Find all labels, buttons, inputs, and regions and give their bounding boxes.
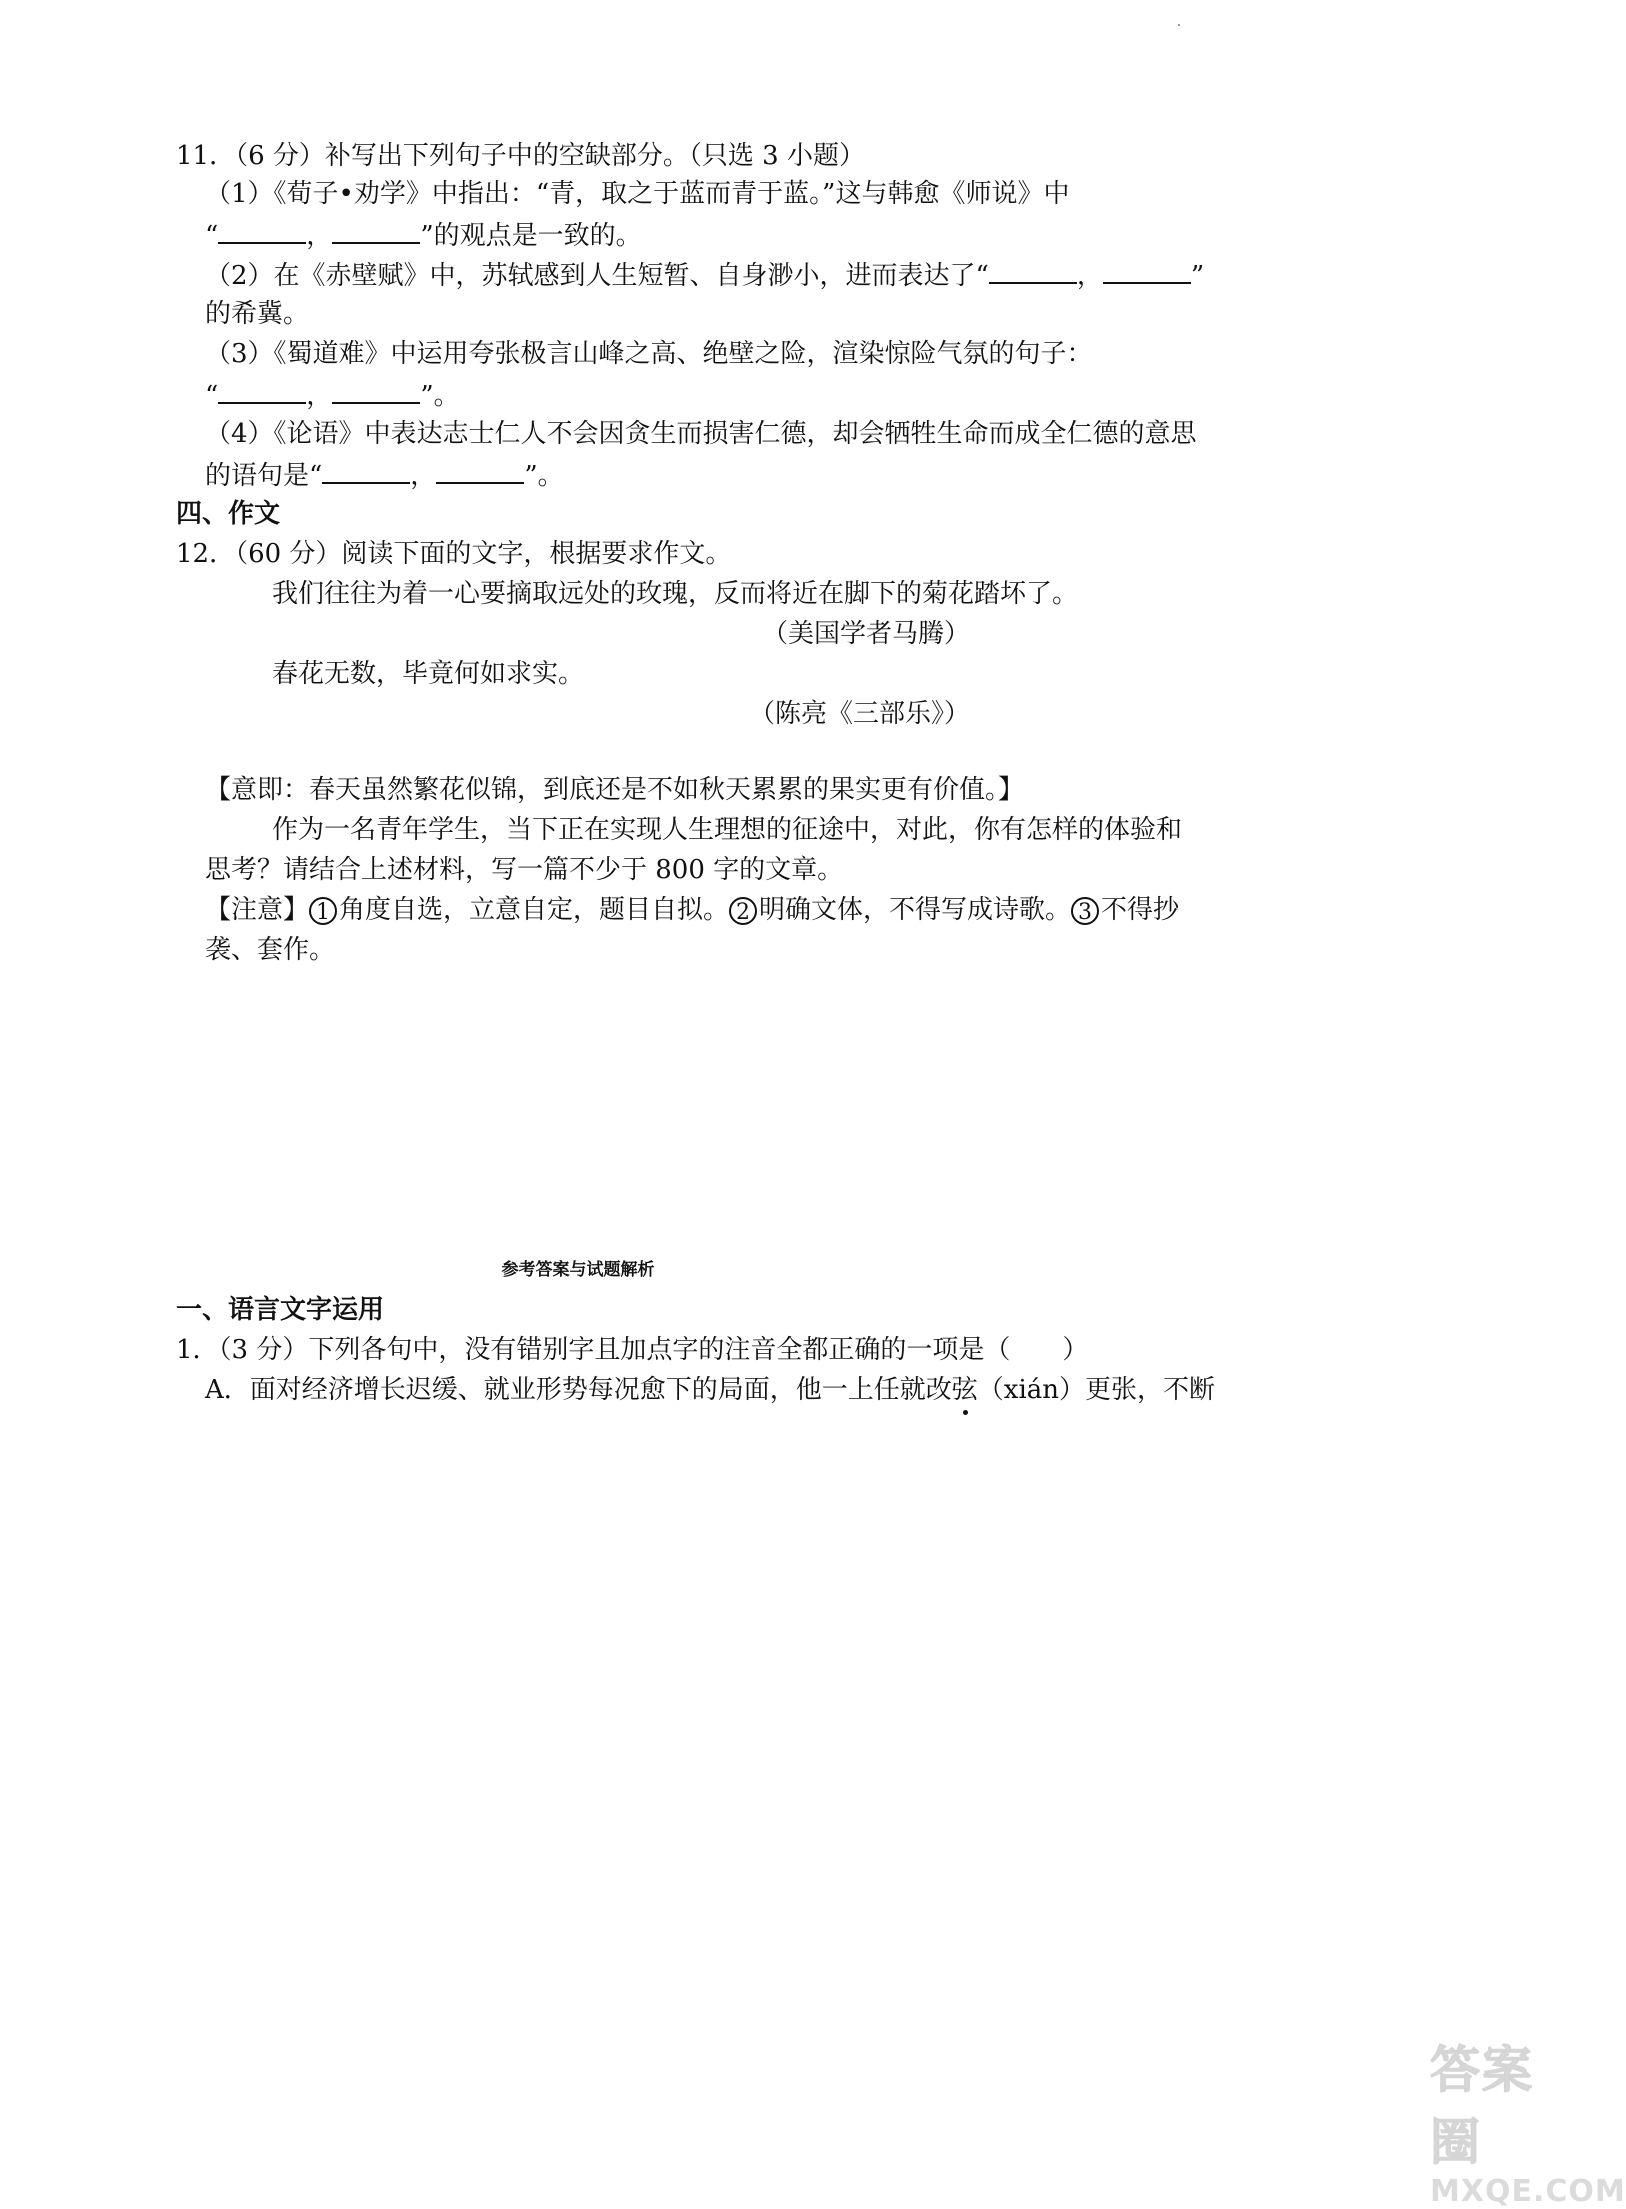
note-text-2: 明确文体，不得写成诗歌。 xyxy=(759,895,1072,925)
answers-heading: 参考答案与试题解析 xyxy=(501,1260,655,1280)
q12-task-line1 xyxy=(272,812,1183,848)
section-title-composition: 四、作文 xyxy=(176,499,281,529)
comma: ， xyxy=(306,381,333,411)
q11-item3-line1 xyxy=(205,336,1093,372)
q12-note-line2: 袭、套作。 xyxy=(205,935,336,965)
q12-quote-2: 春花无数，毕竟何如求实。 xyxy=(272,659,585,689)
circled-number-2: 2 xyxy=(729,897,757,925)
q11-item1-line1 xyxy=(205,176,1070,212)
q11-item4-line1: （4）《论语》中表达志士仁人不会因贪生而损害仁德，却会牺牲生命而成全仁德的意思 xyxy=(205,419,1197,449)
item3-text: （3）《蜀道难》中运用夸张极言山峰之高、绝壁之险，渲染惊险气氛的句子： xyxy=(205,339,1093,369)
note-text-3: 不得抄 xyxy=(1101,895,1180,925)
note-text-1: 角度自选，立意自定，题目自拟。 xyxy=(339,895,730,925)
circled-number-3: 3 xyxy=(1071,897,1099,925)
q12-meaning: 【意即：春天虽然繁花似锦，到底还是不如秋天累累的果实更有价值。】 xyxy=(205,775,1025,805)
task-text: 作为一名青年学生，当下正在实现人生理想的征途中，对此，你有怎样的体验和 xyxy=(272,815,1183,845)
q11-item1-text: （1）《荀子•劝学》中指出：“青，取之于蓝而青于蓝。”这与韩愈《师说》中 xyxy=(205,179,1070,209)
comma: ， xyxy=(1076,261,1103,291)
comma: ， xyxy=(410,461,437,491)
quote-close: ” xyxy=(1190,261,1205,291)
q11-item4-line2 xyxy=(205,456,564,494)
q12-source-2: （陈亮《三部乐》） xyxy=(748,699,970,729)
watermark-domain: MXQE.COM xyxy=(1430,2174,1626,2209)
q12-note-line1 xyxy=(205,892,1179,928)
answers-q1-option-a xyxy=(205,1372,1215,1408)
item2-text: （2）在《赤壁赋》中，苏轼感到人生短暂、自身渺小，进而表达了“ xyxy=(205,261,989,291)
q12-stem: 12．（60 分）阅读下面的文字，根据要求作文。 xyxy=(176,539,732,569)
answer-blank[interactable] xyxy=(218,216,306,244)
option-a-text-end: （xián）更张，不断 xyxy=(977,1375,1216,1405)
watermark-mark: 答案圈 xyxy=(1430,2041,1534,2171)
note-label: 【注意】 xyxy=(205,895,310,925)
scan-dot xyxy=(1178,24,1180,26)
item4-text: 的语句是“ xyxy=(205,461,323,491)
q12-quote-1: 我们往往为着一心要摘取远处的玫瑰，反而将近在脚下的菊花踏坏了。 xyxy=(272,579,1079,609)
answer-blank[interactable] xyxy=(332,376,420,404)
option-a-text: A．面对经济增长迟缓、就业形势每况愈下的局面，他一上任就改 xyxy=(205,1375,952,1405)
q12-task-line2: 思考？请结合上述材料，写一篇不少于 800 字的文章。 xyxy=(205,855,844,885)
answer-blank[interactable] xyxy=(1103,256,1191,284)
answer-blank[interactable] xyxy=(218,376,306,404)
q11-stem: 11．（6 分）补写出下列句子中的空缺部分。（只选 3 小题） xyxy=(176,141,865,171)
q11-item2-line2: 的希冀。 xyxy=(205,299,310,329)
answer-blank[interactable] xyxy=(989,256,1077,284)
item4-end-text: ”。 xyxy=(524,461,564,491)
item1-end-text: ”的观点是一致的。 xyxy=(420,221,642,251)
answer-blank[interactable] xyxy=(436,456,524,484)
circled-number-1: 1 xyxy=(309,897,337,925)
q11-item1-line2 xyxy=(205,216,642,254)
q12-source-1: （美国学者马腾） xyxy=(761,619,970,649)
answers-section-title: 一、语言文字运用 xyxy=(176,1295,385,1325)
quote-open: “ xyxy=(205,381,219,411)
q11-item3-line2 xyxy=(205,376,460,414)
watermark-logo xyxy=(1430,2030,1626,2209)
item3-end-text: ”。 xyxy=(420,381,460,411)
comma: ， xyxy=(306,221,333,251)
answer-blank[interactable] xyxy=(322,456,410,484)
answers-q1-stem: 1．（3 分）下列各句中，没有错别字且加点字的注音全都正确的一项是（ ） xyxy=(176,1335,1089,1365)
q11-item2-line1 xyxy=(205,256,1204,294)
answer-blank[interactable] xyxy=(332,216,420,244)
quote-open: “ xyxy=(205,221,219,251)
dotted-char: 弦 xyxy=(951,1375,978,1405)
